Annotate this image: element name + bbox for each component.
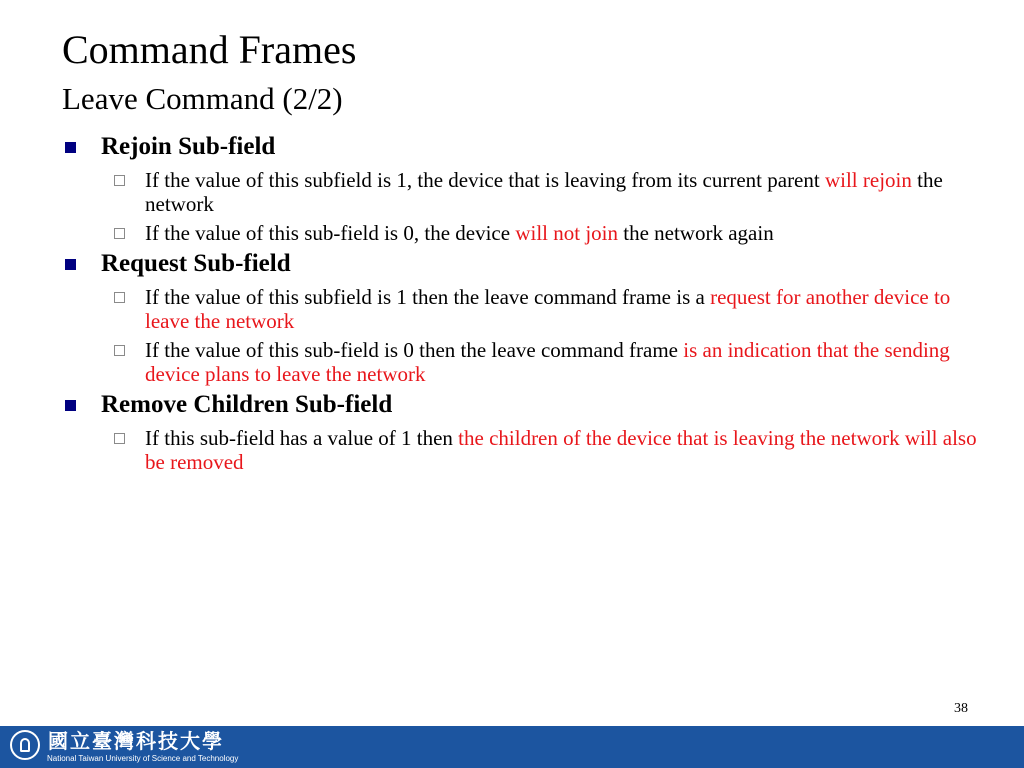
footer-band — [0, 726, 1024, 768]
slide-title: Command Frames — [62, 27, 357, 72]
filled-square-bullet-icon — [65, 142, 76, 153]
body-text: If the value of this sub-field is 0 then the leave command frame — [145, 338, 684, 362]
body-text: If this sub-field has a value of 1 then — [145, 426, 459, 450]
section-heading: Remove Children Sub-field — [101, 391, 393, 418]
hollow-square-bullet-icon — [114, 175, 125, 186]
body-text: If the value of this sub-field is 0, the device — [145, 221, 516, 245]
level1-bullet-item — [62, 131, 982, 163]
logo-english-text: National Taiwan University of Science and Technology — [47, 754, 239, 763]
filled-square-bullet-icon — [65, 400, 76, 411]
section-heading: Request Sub-field — [101, 250, 291, 277]
hollow-square-bullet-icon — [114, 345, 125, 356]
slide-content — [62, 128, 982, 474]
level2-bullet-item — [111, 285, 982, 333]
body-text: If the value of this subfield is 1, the device that is leaving from its current parent — [145, 168, 825, 192]
level1-bullet-item — [62, 248, 982, 280]
slide-subtitle: Leave Command (2/2) — [62, 81, 343, 116]
highlighted-text: is an indication that the sending device plans to leave the network — [145, 338, 950, 386]
highlighted-text: will not join — [515, 221, 618, 245]
highlighted-text: the children of the device that is leaving the network will also be removed — [145, 426, 977, 474]
highlighted-text: request for another device to leave the network — [145, 285, 951, 333]
filled-square-bullet-icon — [65, 259, 76, 270]
level2-bullet-item — [111, 338, 982, 386]
body-text: the network again — [618, 221, 774, 245]
hollow-square-bullet-icon — [114, 433, 125, 444]
level2-bullet-item — [111, 221, 982, 245]
university-logo-icon — [10, 730, 40, 760]
level1-bullet-item — [62, 389, 982, 421]
logo-chinese-text: 國立臺灣科技大學 — [48, 729, 224, 753]
page-number: 38 — [954, 701, 968, 716]
hollow-square-bullet-icon — [114, 228, 125, 239]
body-text: If the value of this subfield is 1 then the leave command frame is a — [145, 285, 711, 309]
highlighted-text: will rejoin — [824, 168, 912, 192]
hollow-square-bullet-icon — [114, 292, 125, 303]
section-heading: Rejoin Sub-field — [101, 133, 276, 160]
level2-bullet-item — [111, 168, 982, 216]
body-text: the network — [145, 168, 943, 216]
level2-bullet-item — [111, 426, 982, 474]
